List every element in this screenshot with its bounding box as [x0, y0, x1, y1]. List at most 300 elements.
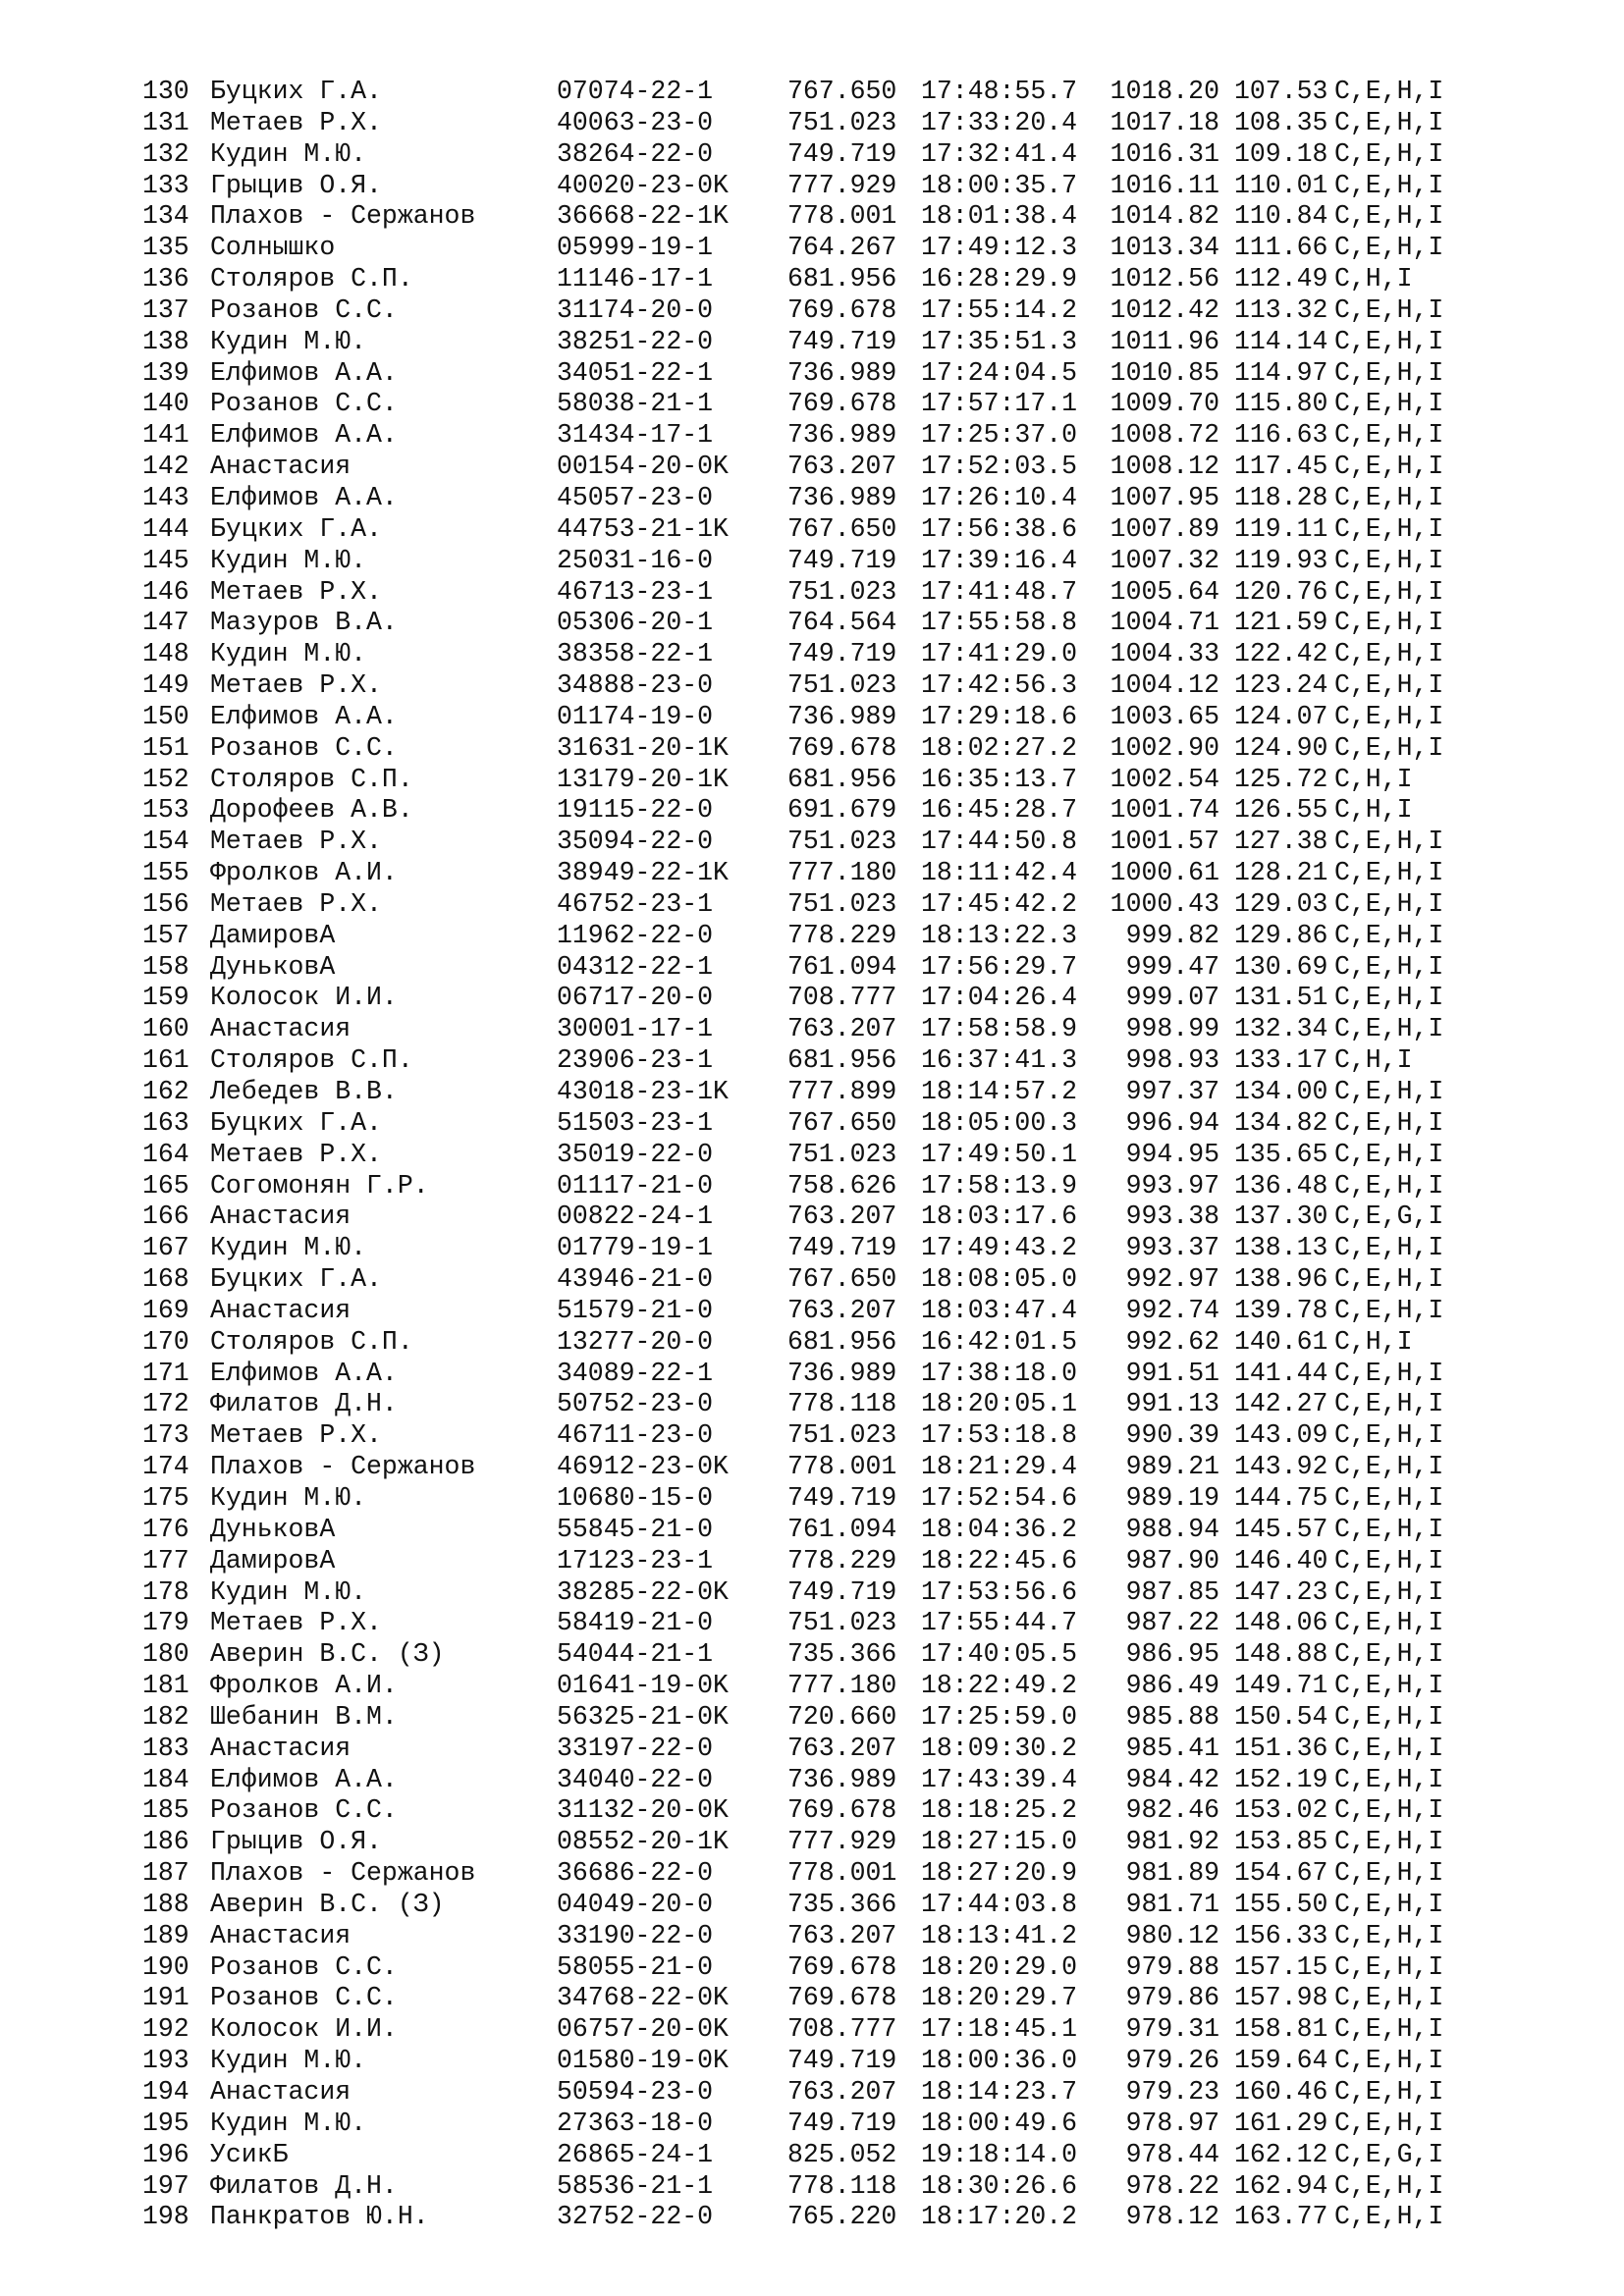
points: 140.61: [1234, 1326, 1328, 1357]
table-row: [142, 1858, 1472, 1890]
row-number: 158: [142, 951, 189, 982]
distance: 751.023: [787, 576, 897, 607]
row-number: 194: [142, 2077, 189, 2107]
points: 134.82: [1234, 1107, 1328, 1138]
points: 126.55: [1234, 795, 1328, 826]
row-number: 188: [142, 1889, 189, 1919]
categories: C,H,I: [1334, 764, 1413, 794]
categories: C,E,G,I: [1334, 1201, 1444, 1232]
row-number: 183: [142, 1733, 189, 1763]
ring-id: 01117-21-0: [557, 1170, 714, 1201]
table-row: [142, 1452, 1472, 1483]
points: 154.67: [1234, 1858, 1328, 1889]
distance: 777.929: [787, 1827, 897, 1857]
speed: 981.71: [1125, 1889, 1219, 1919]
table-row: [142, 233, 1472, 264]
participant-name: Метаев Р.Х.: [210, 1608, 382, 1638]
speed: 1017.18: [1110, 107, 1219, 137]
arrival-time: 18:13:22.3: [921, 920, 1078, 950]
categories: C,E,H,I: [1334, 576, 1444, 607]
distance: 778.229: [787, 1545, 897, 1575]
row-number: 176: [142, 1514, 189, 1544]
distance: 764.267: [787, 233, 897, 263]
points: 153.85: [1234, 1827, 1328, 1857]
table-row: [142, 1983, 1472, 2014]
speed: 994.95: [1125, 1139, 1219, 1169]
ring-id: 06757-20-0K: [557, 2014, 729, 2045]
arrival-time: 17:38:18.0: [921, 1358, 1078, 1388]
table-row: [142, 1921, 1472, 1952]
participant-name: Анастасия: [210, 1295, 352, 1325]
ring-id: 55845-21-0: [557, 1514, 714, 1544]
arrival-time: 17:24:04.5: [921, 357, 1078, 388]
row-number: 131: [142, 107, 189, 137]
row-number: 192: [142, 2014, 189, 2045]
distance: 763.207: [787, 1201, 897, 1232]
speed: 1016.31: [1110, 138, 1219, 169]
participant-name: Елфимов А.А.: [210, 1764, 398, 1794]
points: 152.19: [1234, 1764, 1328, 1794]
row-number: 170: [142, 1326, 189, 1357]
distance: 749.719: [787, 1233, 897, 1263]
points: 131.51: [1234, 983, 1328, 1013]
categories: C,E,H,I: [1334, 951, 1444, 982]
participant-name: Кудин М.Ю.: [210, 545, 367, 575]
speed: 986.95: [1125, 1639, 1219, 1670]
participant-name: Столяров С.П.: [210, 764, 413, 794]
points: 148.88: [1234, 1639, 1328, 1670]
row-number: 157: [142, 920, 189, 950]
distance: 769.678: [787, 389, 897, 419]
ring-id: 30001-17-1: [557, 1014, 714, 1044]
ring-id: 50752-23-0: [557, 1389, 714, 1419]
speed: 981.92: [1125, 1827, 1219, 1857]
speed: 1002.90: [1110, 732, 1219, 763]
row-number: 145: [142, 545, 189, 575]
speed: 1008.72: [1110, 420, 1219, 451]
categories: C,E,H,I: [1334, 1983, 1444, 2013]
points: 161.29: [1234, 2108, 1328, 2138]
points: 138.13: [1234, 1233, 1328, 1263]
categories: C,E,H,I: [1334, 1358, 1444, 1388]
distance: 751.023: [787, 1139, 897, 1169]
categories: C,E,H,I: [1334, 2046, 1444, 2076]
table-row: [142, 1546, 1472, 1577]
arrival-time: 17:25:59.0: [921, 1701, 1078, 1732]
row-number: 166: [142, 1201, 189, 1232]
speed: 978.44: [1125, 2139, 1219, 2169]
row-number: 156: [142, 888, 189, 919]
points: 122.42: [1234, 639, 1328, 669]
categories: C,E,H,I: [1334, 233, 1444, 263]
participant-name: ДамировА: [210, 920, 336, 950]
points: 130.69: [1234, 951, 1328, 982]
points: 143.09: [1234, 1420, 1328, 1451]
categories: C,E,H,I: [1334, 420, 1444, 451]
row-number: 155: [142, 858, 189, 888]
points: 115.80: [1234, 389, 1328, 419]
points: 153.02: [1234, 1795, 1328, 1826]
row-number: 182: [142, 1701, 189, 1732]
points: 110.84: [1234, 201, 1328, 232]
arrival-time: 18:00:35.7: [921, 170, 1078, 200]
categories: C,E,H,I: [1334, 1107, 1444, 1138]
ring-id: 34089-22-1: [557, 1358, 714, 1388]
ring-id: 38285-22-0K: [557, 1576, 729, 1607]
speed: 996.94: [1125, 1107, 1219, 1138]
ring-id: 13179-20-1K: [557, 764, 729, 794]
arrival-time: 16:45:28.7: [921, 795, 1078, 826]
ring-id: 46711-23-0: [557, 1420, 714, 1451]
participant-name: Шебанин В.М.: [210, 1701, 398, 1732]
table-row: [142, 2077, 1472, 2109]
speed: 979.26: [1125, 2046, 1219, 2076]
ring-id: 58038-21-1: [557, 389, 714, 419]
distance: 765.220: [787, 2202, 897, 2232]
speed: 998.99: [1125, 1014, 1219, 1044]
participant-name: Розанов С.С.: [210, 1795, 398, 1826]
participant-name: Розанов С.С.: [210, 389, 398, 419]
categories: C,E,H,I: [1334, 2014, 1444, 2045]
ring-id: 19115-22-0: [557, 795, 714, 826]
speed: 1000.61: [1110, 858, 1219, 888]
row-number: 172: [142, 1389, 189, 1419]
distance: 777.899: [787, 1077, 897, 1106]
distance: 763.207: [787, 1014, 897, 1044]
categories: C,E,H,I: [1334, 1608, 1444, 1638]
table-row: [142, 1671, 1472, 1702]
row-number: 178: [142, 1576, 189, 1607]
speed: 1012.56: [1110, 264, 1219, 294]
points: 129.86: [1234, 920, 1328, 950]
categories: C,E,H,I: [1334, 1951, 1444, 1982]
ring-id: 26865-24-1: [557, 2139, 714, 2169]
participant-name: Столяров С.П.: [210, 1326, 413, 1357]
table-row: [142, 514, 1472, 546]
arrival-time: 18:20:29.0: [921, 1951, 1078, 1982]
points: 125.72: [1234, 764, 1328, 794]
speed: 1000.43: [1110, 888, 1219, 919]
speed: 992.62: [1125, 1326, 1219, 1357]
table-row: [142, 546, 1472, 577]
ring-id: 25031-16-0: [557, 545, 714, 575]
arrival-time: 18:20:05.1: [921, 1389, 1078, 1419]
categories: C,E,H,I: [1334, 888, 1444, 919]
categories: C,E,H,I: [1334, 2077, 1444, 2107]
categories: C,E,H,I: [1334, 2170, 1444, 2201]
points: 121.59: [1234, 608, 1328, 638]
distance: 769.678: [787, 1983, 897, 2013]
participant-name: Метаев Р.Х.: [210, 576, 382, 607]
categories: C,E,H,I: [1334, 1764, 1444, 1794]
ring-id: 35094-22-0: [557, 827, 714, 857]
table-row: [142, 2014, 1472, 2046]
distance: 749.719: [787, 639, 897, 669]
table-row: [142, 420, 1472, 452]
row-number: 151: [142, 732, 189, 763]
categories: C,E,H,I: [1334, 1701, 1444, 1732]
points: 111.66: [1234, 233, 1328, 263]
table-row: [142, 358, 1472, 390]
points: 135.65: [1234, 1139, 1328, 1169]
row-number: 195: [142, 2108, 189, 2138]
table-row: [142, 2202, 1472, 2233]
categories: C,E,H,I: [1334, 1576, 1444, 1607]
distance: 825.052: [787, 2139, 897, 2169]
arrival-time: 17:44:03.8: [921, 1889, 1078, 1919]
distance: 767.650: [787, 513, 897, 544]
categories: C,E,H,I: [1334, 608, 1444, 638]
row-number: 152: [142, 764, 189, 794]
table-row: [142, 608, 1472, 639]
arrival-time: 16:35:13.7: [921, 764, 1078, 794]
row-number: 185: [142, 1795, 189, 1826]
points: 141.44: [1234, 1358, 1328, 1388]
points: 133.17: [1234, 1045, 1328, 1076]
table-row: [142, 1201, 1472, 1233]
ring-id: 33197-22-0: [557, 1733, 714, 1763]
ring-id: 11146-17-1: [557, 264, 714, 294]
speed: 1007.32: [1110, 545, 1219, 575]
categories: C,E,H,I: [1334, 1264, 1444, 1295]
distance: 681.956: [787, 764, 897, 794]
distance: 751.023: [787, 1420, 897, 1451]
participant-name: Кудин М.Ю.: [210, 639, 367, 669]
arrival-time: 17:32:41.4: [921, 138, 1078, 169]
arrival-time: 19:18:14.0: [921, 2139, 1078, 2169]
categories: C,E,H,I: [1334, 701, 1444, 731]
participant-name: Буцких Г.А.: [210, 1264, 382, 1295]
table-row: [142, 1795, 1472, 1827]
participant-name: Филатов Д.Н.: [210, 1389, 398, 1419]
row-number: 149: [142, 670, 189, 701]
categories: C,E,H,I: [1334, 107, 1444, 137]
row-number: 138: [142, 326, 189, 356]
arrival-time: 17:26:10.4: [921, 482, 1078, 512]
row-number: 165: [142, 1170, 189, 1201]
speed: 989.21: [1125, 1452, 1219, 1482]
distance: 735.366: [787, 1639, 897, 1670]
arrival-time: 18:14:57.2: [921, 1077, 1078, 1106]
table-row: [142, 1233, 1472, 1264]
points: 112.49: [1234, 264, 1328, 294]
points: 114.97: [1234, 357, 1328, 388]
table-row: [142, 952, 1472, 984]
row-number: 148: [142, 639, 189, 669]
distance: 769.678: [787, 732, 897, 763]
table-row: [142, 1420, 1472, 1452]
table-row: [142, 1827, 1472, 1858]
row-number: 167: [142, 1233, 189, 1263]
row-number: 137: [142, 294, 189, 325]
categories: C,H,I: [1334, 795, 1413, 826]
arrival-time: 17:58:58.9: [921, 1014, 1078, 1044]
participant-name: Анастасия: [210, 2077, 352, 2107]
table-row: [142, 1702, 1472, 1734]
ring-id: 56325-21-0K: [557, 1701, 729, 1732]
distance: 691.679: [787, 795, 897, 826]
table-row: [142, 1108, 1472, 1140]
table-row: [142, 389, 1472, 420]
speed: 1018.20: [1110, 77, 1219, 106]
distance: 763.207: [787, 1920, 897, 1950]
ring-id: 46713-23-1: [557, 576, 714, 607]
arrival-time: 18:22:49.2: [921, 1671, 1078, 1701]
distance: 777.180: [787, 1671, 897, 1701]
points: 148.06: [1234, 1608, 1328, 1638]
participant-name: Буцких Г.А.: [210, 77, 382, 106]
ring-id: 00154-20-0K: [557, 452, 729, 482]
speed: 1001.57: [1110, 827, 1219, 857]
ring-id: 38251-22-0: [557, 326, 714, 356]
speed: 991.13: [1125, 1389, 1219, 1419]
table-row: [142, 1389, 1472, 1420]
categories: C,E,H,I: [1334, 1889, 1444, 1919]
categories: C,E,H,I: [1334, 545, 1444, 575]
participant-name: ДуньковА: [210, 951, 336, 982]
points: 107.53: [1234, 77, 1328, 106]
ring-id: 40063-23-0: [557, 107, 714, 137]
ring-id: 10680-15-0: [557, 1482, 714, 1513]
ring-id: 01641-19-0K: [557, 1671, 729, 1701]
participant-name: Плахов - Сержанов: [210, 1452, 476, 1482]
table-row: [142, 483, 1472, 514]
ring-id: 38949-22-1K: [557, 858, 729, 888]
participant-name: Грыцив О.Я.: [210, 1827, 382, 1857]
arrival-time: 17:40:05.5: [921, 1639, 1078, 1670]
distance: 736.989: [787, 1764, 897, 1794]
participant-name: Фролков А.И.: [210, 858, 398, 888]
distance: 749.719: [787, 138, 897, 169]
ring-id: 08552-20-1K: [557, 1827, 729, 1857]
distance: 751.023: [787, 888, 897, 919]
table-row: [142, 77, 1472, 108]
speed: 985.88: [1125, 1701, 1219, 1732]
categories: C,E,H,I: [1334, 1077, 1444, 1106]
row-number: 190: [142, 1951, 189, 1982]
row-number: 193: [142, 2046, 189, 2076]
distance: 778.001: [787, 1452, 897, 1482]
arrival-time: 17:04:26.4: [921, 983, 1078, 1013]
ring-id: 31631-20-1K: [557, 732, 729, 763]
row-number: 141: [142, 420, 189, 451]
distance: 761.094: [787, 1514, 897, 1544]
distance: 736.989: [787, 482, 897, 512]
participant-name: УсикБ: [210, 2139, 289, 2169]
participant-name: Метаев Р.Х.: [210, 1420, 382, 1451]
arrival-time: 18:09:30.2: [921, 1733, 1078, 1763]
ring-id: 01779-19-1: [557, 1233, 714, 1263]
table-row: [142, 2109, 1472, 2140]
row-number: 168: [142, 1264, 189, 1295]
participant-name: Розанов С.С.: [210, 1951, 398, 1982]
points: 128.21: [1234, 858, 1328, 888]
arrival-time: 18:17:20.2: [921, 2202, 1078, 2232]
ring-id: 38358-22-1: [557, 639, 714, 669]
speed: 985.41: [1125, 1733, 1219, 1763]
speed: 979.88: [1125, 1951, 1219, 1982]
ring-id: 05999-19-1: [557, 233, 714, 263]
ring-id: 38264-22-0: [557, 138, 714, 169]
distance: 708.777: [787, 2014, 897, 2045]
speed: 987.22: [1125, 1608, 1219, 1638]
points: 134.00: [1234, 1077, 1328, 1106]
row-number: 187: [142, 1858, 189, 1889]
participant-name: Анастасия: [210, 452, 352, 482]
speed: 979.31: [1125, 2014, 1219, 2045]
table-row: [142, 1734, 1472, 1765]
participant-name: Метаев Р.Х.: [210, 888, 382, 919]
distance: 681.956: [787, 1326, 897, 1357]
distance: 763.207: [787, 452, 897, 482]
categories: C,E,H,I: [1334, 513, 1444, 544]
points: 138.96: [1234, 1264, 1328, 1295]
points: 129.03: [1234, 888, 1328, 919]
points: 156.33: [1234, 1920, 1328, 1950]
table-row: [142, 639, 1472, 670]
distance: 778.001: [787, 1858, 897, 1889]
categories: C,E,H,I: [1334, 1233, 1444, 1263]
row-number: 161: [142, 1045, 189, 1076]
ring-id: 36668-22-1K: [557, 201, 729, 232]
categories: C,E,H,I: [1334, 326, 1444, 356]
ring-id: 46912-23-0K: [557, 1452, 729, 1482]
categories: C,E,H,I: [1334, 1389, 1444, 1419]
categories: C,E,H,I: [1334, 1514, 1444, 1544]
ring-id: 58419-21-0: [557, 1608, 714, 1638]
participant-name: Елфимов А.А.: [210, 357, 398, 388]
table-row: [142, 295, 1472, 327]
row-number: 140: [142, 389, 189, 419]
participant-name: Колосок И.И.: [210, 983, 398, 1013]
table-row: [142, 827, 1472, 858]
participant-name: Метаев Р.Х.: [210, 827, 382, 857]
distance: 769.678: [787, 1951, 897, 1982]
participant-name: Метаев Р.Х.: [210, 670, 382, 701]
ring-id: 05306-20-1: [557, 608, 714, 638]
arrival-time: 18:04:36.2: [921, 1514, 1078, 1544]
points: 155.50: [1234, 1889, 1328, 1919]
participant-name: Плахов - Сержанов: [210, 1858, 476, 1889]
speed: 999.82: [1125, 920, 1219, 950]
row-number: 130: [142, 77, 189, 106]
table-row: [142, 1171, 1472, 1202]
speed: 986.49: [1125, 1671, 1219, 1701]
speed: 1007.89: [1110, 513, 1219, 544]
arrival-time: 17:45:42.2: [921, 888, 1078, 919]
table-row: [142, 452, 1472, 483]
categories: C,E,H,I: [1334, 827, 1444, 857]
distance: 777.929: [787, 170, 897, 200]
categories: C,E,H,I: [1334, 1920, 1444, 1950]
distance: 763.207: [787, 1295, 897, 1325]
distance: 778.118: [787, 1389, 897, 1419]
speed: 978.97: [1125, 2108, 1219, 2138]
speed: 989.19: [1125, 1482, 1219, 1513]
row-number: 132: [142, 138, 189, 169]
points: 151.36: [1234, 1733, 1328, 1763]
ring-id: 00822-24-1: [557, 1201, 714, 1232]
speed: 1008.12: [1110, 452, 1219, 482]
arrival-time: 17:33:20.4: [921, 107, 1078, 137]
speed: 979.86: [1125, 1983, 1219, 2013]
ring-id: 44753-21-1K: [557, 513, 729, 544]
table-row: [142, 327, 1472, 358]
arrival-time: 17:49:43.2: [921, 1233, 1078, 1263]
distance: 767.650: [787, 1107, 897, 1138]
row-number: 143: [142, 482, 189, 512]
points: 145.57: [1234, 1514, 1328, 1544]
